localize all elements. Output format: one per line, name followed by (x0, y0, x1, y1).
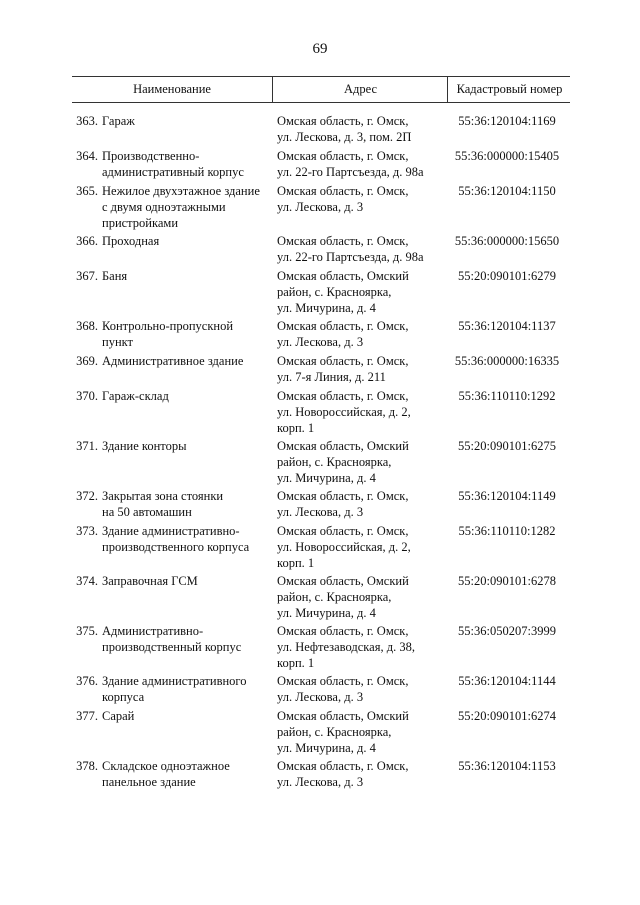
header-name: Наименование (133, 82, 211, 96)
row-address-line: ул. Новороссийская, д. 2, (277, 540, 411, 554)
row-name-line: Закрытая зона стоянки (102, 489, 224, 503)
row-cadastral: 55:36:120104:1153 (458, 759, 556, 773)
row-name-line: Проходная (102, 234, 160, 248)
row-number: 366. (76, 234, 98, 248)
row-number: 368. (76, 319, 98, 333)
row-name-line: Контрольно-пропускной (102, 319, 234, 333)
row-cadastral: 55:36:120104:1149 (458, 489, 556, 503)
row-cadastral: 55:20:090101:6275 (458, 439, 556, 453)
row-cadastral: 55:36:120104:1144 (458, 674, 556, 688)
row-number: 365. (76, 184, 98, 198)
row-name-line: корпуса (102, 690, 145, 704)
row-name-line: Производственно- (102, 149, 200, 163)
row-name-line: с двумя одноэтажными (102, 200, 226, 214)
row-name-line: Гараж-склад (102, 389, 169, 403)
row-address-line: ул. Мичурина, д. 4 (277, 606, 376, 620)
row-address-line: ул. 22-го Партсъезда, д. 98а (277, 250, 424, 264)
row-number: 372. (76, 489, 98, 503)
row-cadastral: 55:20:090101:6278 (458, 574, 556, 588)
row-cadastral: 55:36:050207:3999 (458, 624, 556, 638)
row-address-line: район, с. Красноярка, (277, 590, 392, 604)
row-name (102, 758, 272, 790)
row-name-line: пункт (102, 335, 133, 349)
row-number: 373. (76, 524, 98, 538)
row-name-line: Заправочная ГСМ (102, 574, 198, 588)
row-address-line: Омская область, Омский (277, 269, 409, 283)
row-address (277, 148, 437, 180)
row-address-line: Омская область, Омский (277, 709, 409, 723)
row-cadastral: 55:36:110110:1292 (458, 389, 556, 403)
row-address-line: Омская область, Омский (277, 439, 409, 453)
row-number: 371. (76, 439, 98, 453)
row-name (102, 708, 272, 724)
row-address (277, 673, 437, 705)
row-address-line: Омская область, г. Омск, (277, 234, 409, 248)
row-name-line: административный корпус (102, 165, 244, 179)
row-cadastral: 55:36:120104:1137 (458, 319, 556, 333)
row-address-line: ул. Мичурина, д. 4 (277, 741, 376, 755)
row-name-line: Административное здание (102, 354, 244, 368)
row-address-line: ул. Лескова, д. 3, пом. 2П (277, 130, 412, 144)
row-name (102, 623, 272, 655)
row-address (277, 438, 437, 486)
row-address-line: ул. Нефтезаводская, д. 38, (277, 640, 415, 654)
row-address-line: ул. Мичурина, д. 4 (277, 471, 376, 485)
row-address (277, 573, 437, 621)
row-address (277, 353, 437, 385)
row-name (102, 673, 272, 705)
row-address-line: Омская область, г. Омск, (277, 674, 409, 688)
row-name (102, 233, 272, 249)
row-address (277, 388, 437, 436)
row-name (102, 488, 272, 520)
row-number: 378. (76, 759, 98, 773)
header-cadastral: Кадастровый номер (447, 77, 571, 102)
row-name-line: Административно- (102, 624, 204, 638)
row-name-line: Гараж (102, 114, 135, 128)
row-address (277, 708, 437, 756)
row-name-line: Здание административного (102, 674, 247, 688)
row-number: 370. (76, 389, 98, 403)
row-cadastral: 55:20:090101:6279 (458, 269, 556, 283)
row-cadastral: 55:36:000000:16335 (454, 354, 560, 368)
row-name-line: панельное здание (102, 775, 196, 789)
row-cadastral: 55:20:090101:6274 (458, 709, 556, 723)
row-cadastral: 55:36:110110:1282 (458, 524, 556, 538)
row-number: 376. (76, 674, 98, 688)
row-address-line: корп. 1 (277, 656, 315, 670)
row-address-line: Омская область, Омский (277, 574, 409, 588)
row-name-line: пристройками (102, 216, 179, 230)
row-address (277, 268, 437, 316)
row-address-line: Омская область, г. Омск, (277, 354, 409, 368)
row-address (277, 623, 437, 671)
row-address-line: район, с. Красноярка, (277, 725, 392, 739)
row-address-line: район, с. Красноярка, (277, 285, 392, 299)
row-name (102, 573, 272, 589)
row-address (277, 183, 437, 215)
row-address-line: ул. 22-го Партсъезда, д. 98а (277, 165, 424, 179)
row-address-line: Омская область, г. Омск, (277, 489, 409, 503)
row-name-line: Складское одноэтажное (102, 759, 230, 773)
row-cadastral: 55:36:120104:1169 (458, 114, 556, 128)
row-name-line: Нежилое двухэтажное здание (102, 184, 260, 198)
row-number: 363. (76, 114, 98, 128)
page-number: 69 (312, 41, 328, 57)
row-address (277, 113, 437, 145)
row-address-line: Омская область, г. Омск, (277, 319, 409, 333)
row-number: 375. (76, 624, 98, 638)
row-number: 377. (76, 709, 98, 723)
row-address (277, 233, 437, 265)
row-cadastral: 55:36:120104:1150 (458, 184, 556, 198)
row-address-line: Омская область, г. Омск, (277, 759, 409, 773)
row-address-line: ул. Лескова, д. 3 (277, 505, 364, 519)
row-cadastral: 55:36:000000:15405 (454, 149, 560, 163)
row-address-line: корп. 1 (277, 421, 315, 435)
row-address-line: район, с. Красноярка, (277, 455, 392, 469)
row-name-line: Сарай (102, 709, 135, 723)
row-address-line: ул. 7-я Линия, д. 211 (277, 370, 386, 384)
row-address-line: ул. Лескова, д. 3 (277, 690, 364, 704)
row-address-line: Омская область, г. Омск, (277, 524, 409, 538)
row-name-line: производственный корпус (102, 640, 242, 654)
row-number: 374. (76, 574, 98, 588)
row-number: 369. (76, 354, 98, 368)
row-address-line: корп. 1 (277, 556, 315, 570)
row-number: 367. (76, 269, 98, 283)
row-address (277, 523, 437, 571)
row-name (102, 353, 272, 369)
row-address-line: Омская область, г. Омск, (277, 149, 409, 163)
row-address (277, 758, 437, 790)
row-name (102, 388, 272, 404)
row-address-line: ул. Лескова, д. 3 (277, 335, 364, 349)
row-name-line: Здание административно- (102, 524, 240, 538)
row-name (102, 148, 272, 180)
row-name-line: Здание конторы (102, 439, 187, 453)
row-number: 364. (76, 149, 98, 163)
row-address (277, 488, 437, 520)
row-address-line: ул. Мичурина, д. 4 (277, 301, 376, 315)
row-address-line: Омская область, г. Омск, (277, 389, 409, 403)
row-name-line: Баня (102, 269, 128, 283)
row-name (102, 268, 272, 284)
row-address-line: Омская область, г. Омск, (277, 184, 409, 198)
row-name (102, 318, 272, 350)
row-address-line: ул. Новороссийская, д. 2, (277, 405, 411, 419)
row-address-line: ул. Лескова, д. 3 (277, 775, 364, 789)
row-cadastral: 55:36:000000:15650 (454, 234, 560, 248)
row-name (102, 523, 272, 555)
row-address-line: Омская область, г. Омск, (277, 624, 409, 638)
row-name-line: на 50 автомашин (102, 505, 192, 519)
row-name (102, 183, 272, 231)
row-name (102, 438, 272, 454)
row-address-line: Омская область, г. Омск, (277, 114, 409, 128)
row-name (102, 113, 272, 129)
row-address (277, 318, 437, 350)
row-address-line: ул. Лескова, д. 3 (277, 200, 364, 214)
header-address: Адрес (272, 77, 448, 102)
row-name-line: производственного корпуса (102, 540, 250, 554)
